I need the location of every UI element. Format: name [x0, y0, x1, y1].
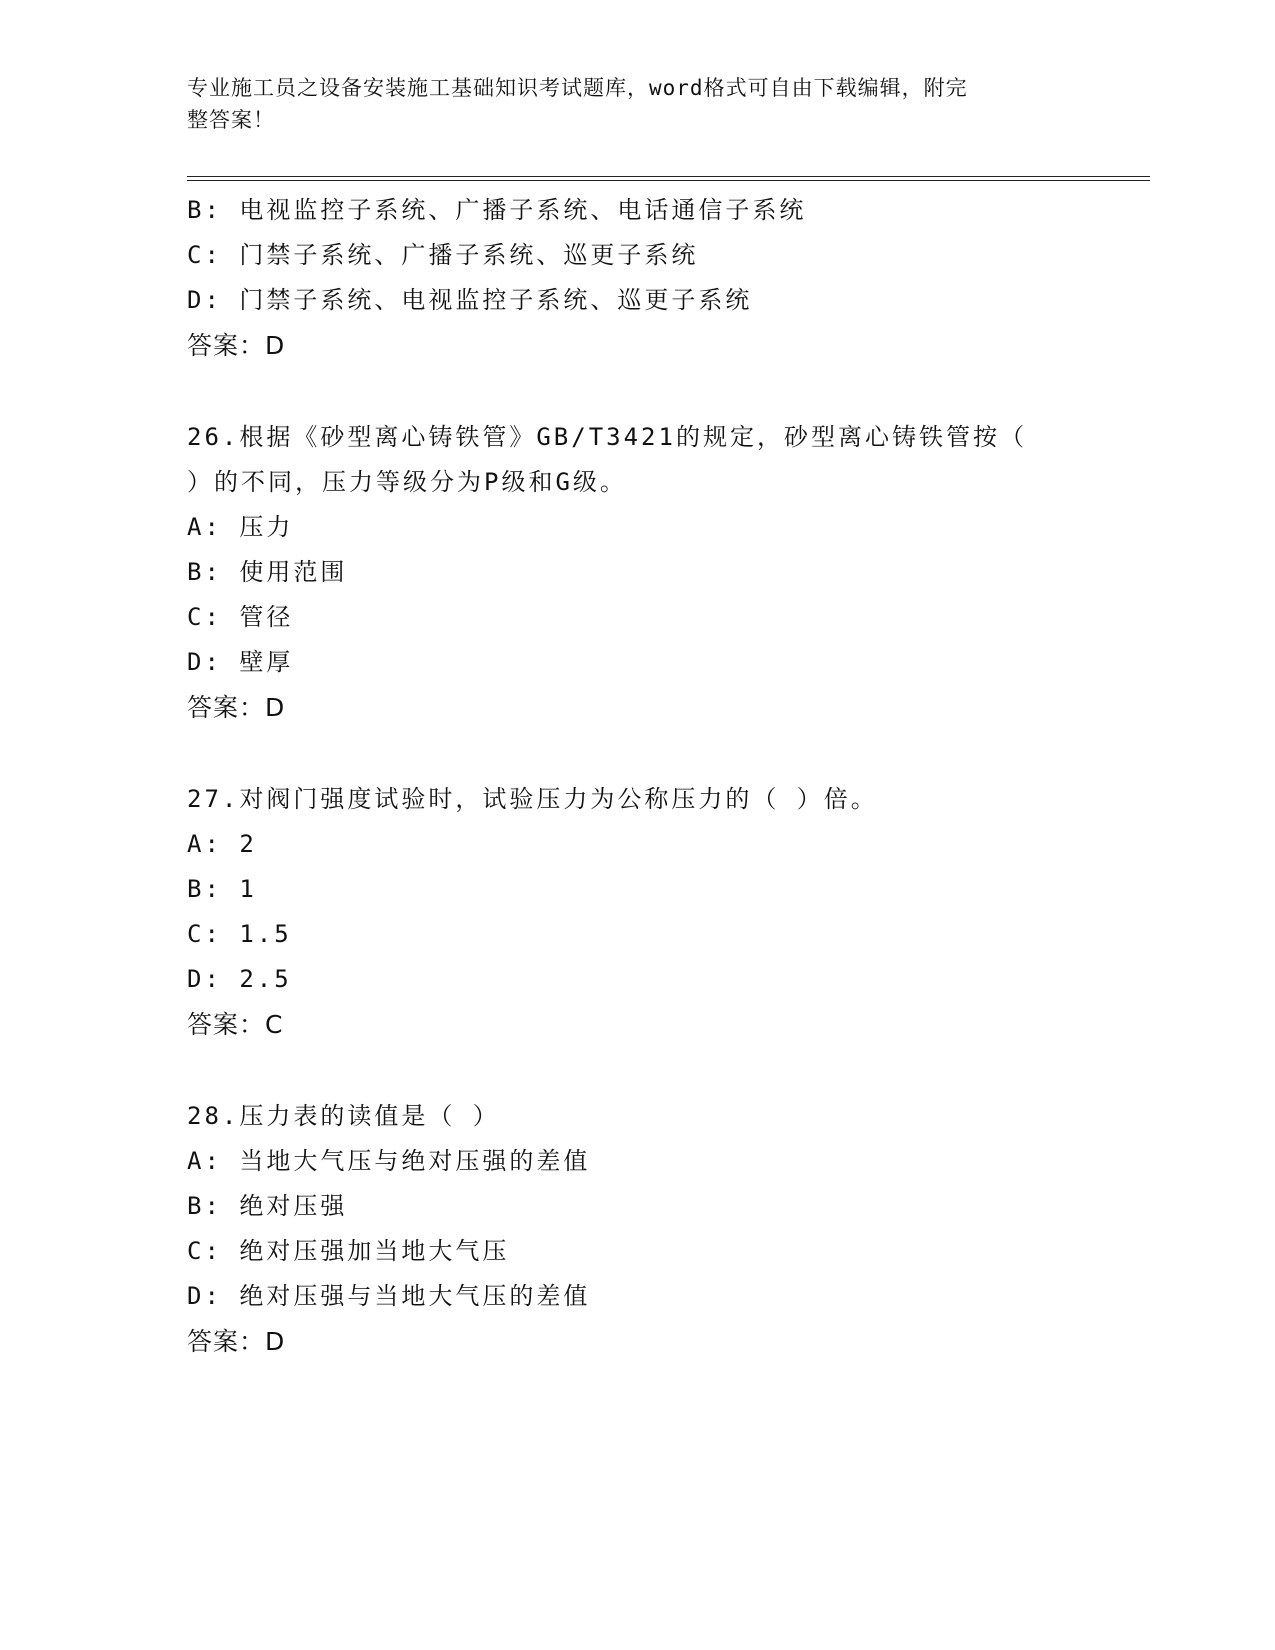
q27-stem: 27.对阀门强度试验时，试验压力为公称压力的（ ）倍。 — [187, 785, 878, 813]
q27-option-a: A: 2 — [187, 830, 257, 858]
q27-option-b: B: 1 — [187, 875, 257, 903]
q26-stem-line-1: 26.根据《砂型离心铸铁管》GB/T3421的规定，砂型离心铸铁管按（ — [187, 423, 1027, 451]
question-list — [187, 188, 1067, 1364]
q26-answer: 答案：D — [187, 693, 286, 722]
header-text-line-1: 专业施工员之设备安装施工基础知识考试题库，word格式可自由下载编辑，附完 — [187, 76, 968, 100]
q27-option-c: C: 1.5 — [187, 920, 292, 948]
question-27 — [187, 777, 1067, 1047]
q26-option-d: D: 壁厚 — [187, 648, 294, 676]
q26-option-a: A: 压力 — [187, 513, 294, 541]
q25-option-d: D: 门禁子系统、电视监控子系统、巡更子系统 — [187, 286, 753, 314]
q28-option-d: D: 绝对压强与当地大气压的差值 — [187, 1282, 591, 1310]
q28-answer: 答案：D — [187, 1327, 286, 1356]
q27-option-d: D: 2.5 — [187, 965, 292, 993]
header-divider-bottom — [187, 180, 1150, 181]
q26-option-b: B: 使用范围 — [187, 558, 348, 586]
question-25-tail — [187, 188, 1067, 368]
q28-option-a: A: 当地大气压与绝对压强的差值 — [187, 1147, 591, 1175]
q25-answer: 答案：D — [187, 331, 286, 360]
spacer — [187, 1047, 1067, 1094]
q27-answer: 答案：C — [187, 1010, 284, 1039]
q26-stem-line-2: ）的不同，压力等级分为P级和G级。 — [187, 468, 627, 496]
spacer — [187, 368, 1067, 415]
spacer — [187, 730, 1067, 777]
q26-option-c: C: 管径 — [187, 603, 294, 631]
q25-option-b: B: 电视监控子系统、广播子系统、电话通信子系统 — [187, 196, 807, 224]
q28-stem: 28.压力表的读值是（ ） — [187, 1102, 500, 1130]
question-28 — [187, 1094, 1067, 1364]
q28-option-b: B: 绝对压强 — [187, 1192, 348, 1220]
question-26 — [187, 415, 1067, 730]
q25-option-c: C: 门禁子系统、广播子系统、巡更子系统 — [187, 241, 699, 269]
header-text-line-2: 整答案！ — [187, 108, 275, 132]
header-divider-top — [187, 176, 1150, 177]
page-header — [187, 72, 1067, 136]
q28-option-c: C: 绝对压强加当地大气压 — [187, 1237, 510, 1265]
